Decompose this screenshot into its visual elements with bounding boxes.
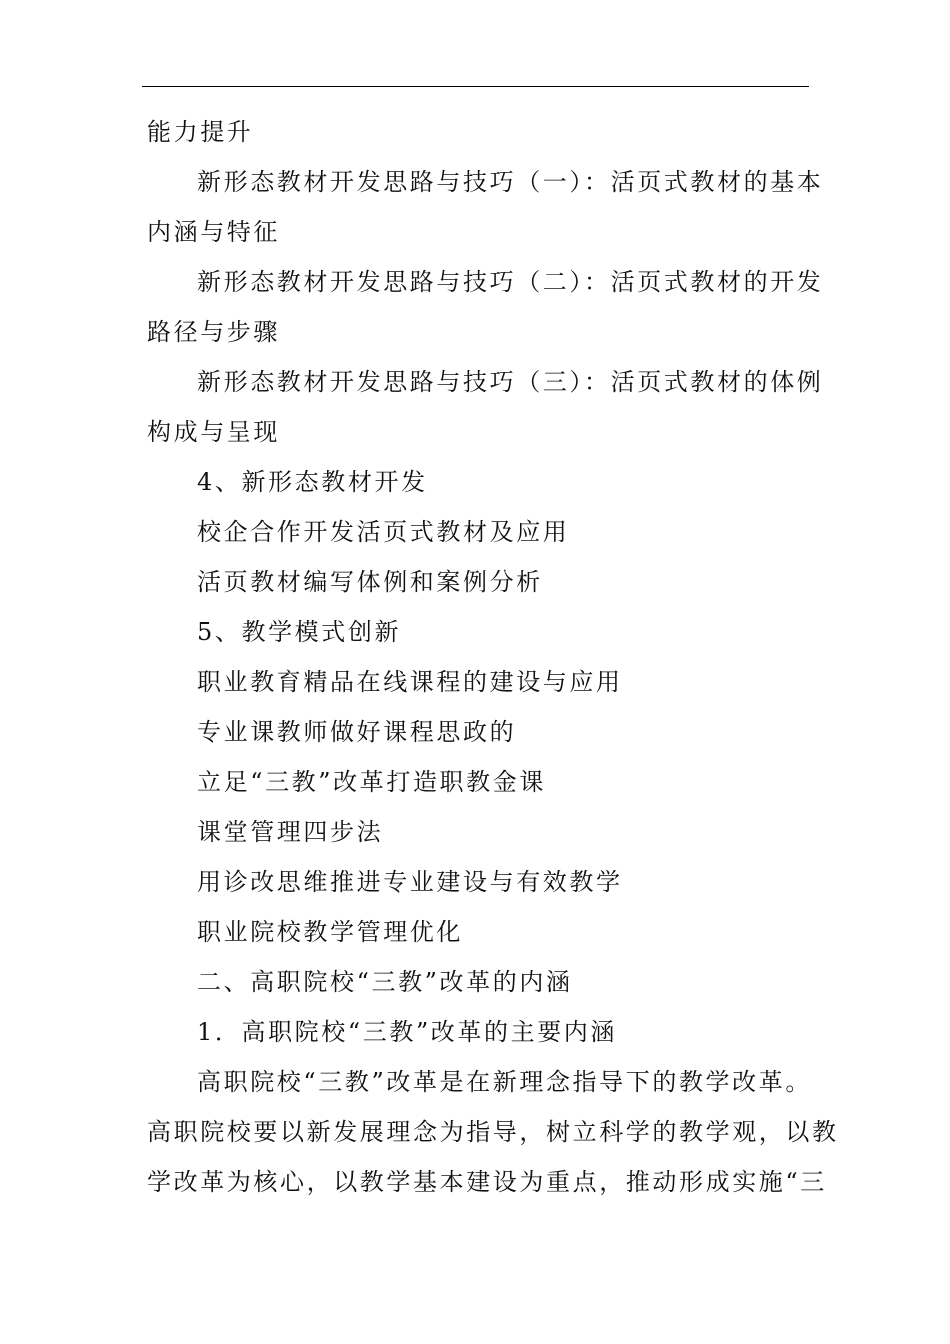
body-paragraph-line: 高职院校要以新发展理念为指导，树立科学的教学观，以教 — [147, 1118, 839, 1146]
text-line: 职业院校教学管理优化 — [197, 918, 463, 946]
section-heading: 二、高职院校“三教”改革的内涵 — [197, 968, 573, 996]
text-line: 课堂管理四步法 — [197, 818, 384, 846]
text-line: 构成与呈现 — [147, 418, 280, 446]
text-line: 能力提升 — [147, 118, 254, 146]
text-line: 专业课教师做好课程思政的 — [197, 718, 517, 746]
text-line: 立足“三教”改革打造职教金课 — [197, 768, 546, 796]
section-heading: 4、新形态教材开发 — [197, 468, 428, 496]
section-heading: 5、教学模式创新 — [197, 618, 402, 646]
text-line: 内涵与特征 — [147, 218, 280, 246]
text-line: 新形态教材开发思路与技巧（二）：活页式教材的开发 — [197, 268, 824, 296]
text-line: 新形态教材开发思路与技巧（三）：活页式教材的体例 — [197, 368, 824, 396]
header-rule — [142, 86, 809, 87]
document-body — [147, 107, 839, 1207]
text-line: 新形态教材开发思路与技巧（一）：活页式教材的基本 — [197, 168, 824, 196]
body-paragraph-line: 高职院校“三教”改革是在新理念指导下的教学改革。 — [197, 1068, 812, 1096]
text-line: 路径与步骤 — [147, 318, 280, 346]
subsection-heading: 1．高职院校“三教”改革的主要内涵 — [197, 1018, 618, 1046]
text-line: 用诊改思维推进专业建设与有效教学 — [197, 868, 623, 896]
body-paragraph-line: 学改革为核心，以教学基本建设为重点，推动形成实施“三 — [147, 1168, 827, 1196]
text-line: 活页教材编写体例和案例分析 — [197, 568, 543, 596]
text-line: 校企合作开发活页式教材及应用 — [197, 518, 570, 546]
text-line: 职业教育精品在线课程的建设与应用 — [197, 668, 623, 696]
